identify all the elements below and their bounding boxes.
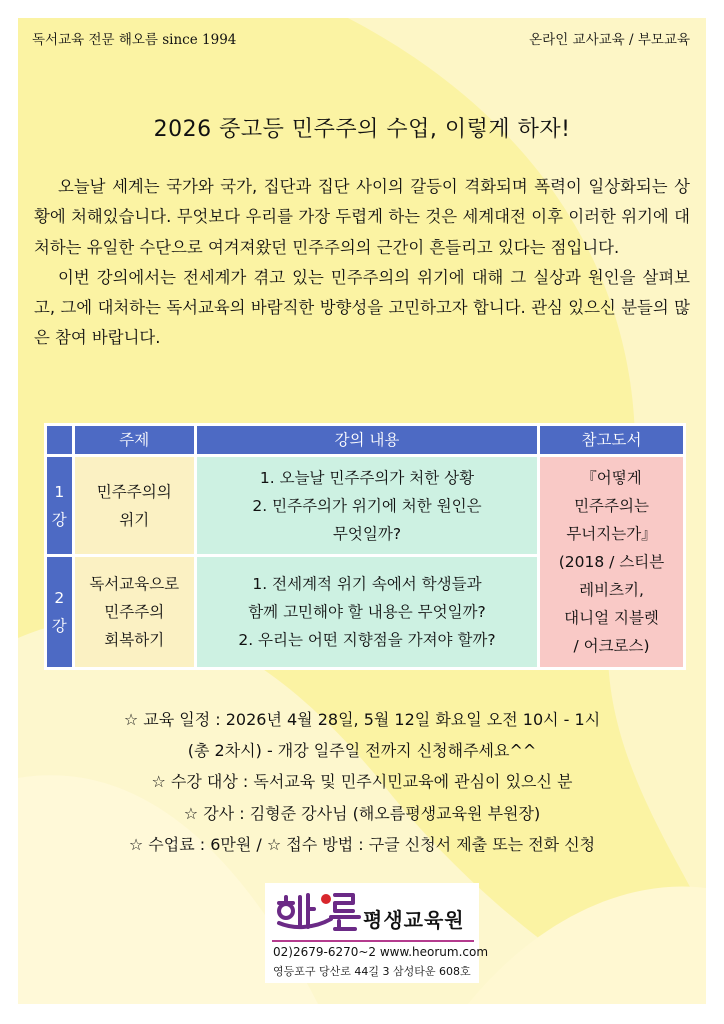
page-title: 2026 중고등 민주주의 수업, 이렇게 하자! [153, 117, 571, 142]
header-right: 온라인 교사교육 / 부모교육 [529, 32, 690, 48]
content-line: 1. 오늘날 민주주의가 처한 상황 [259, 468, 475, 487]
logo-divider [272, 940, 474, 942]
organization-logo-box [265, 883, 489, 983]
reference-book [540, 457, 683, 667]
lecture-number-unit: 강 [51, 617, 67, 635]
intro-paragraph-2: 이번 강의에서는 전세계가 겪고 있는 민주주의의 위기에 대해 그 실상과 원인을 살펴보고, 그에 대처하는 독서교육의 바람직한 방향성을 고민하고자 합니다. 관심 있으신 분들의 많은 참여 바랍니다. [34, 267, 690, 348]
lecture-number [47, 557, 72, 667]
content-line: 2. 우리는 어떤 지향점을 가져야 할까? [238, 631, 496, 649]
lecture-number [47, 457, 72, 554]
reference-line: (2018 / 스티븐 [558, 553, 665, 571]
lecture-topic [75, 457, 194, 554]
intro-paragraph-1: 오늘날 세계는 국가와 국가, 집단과 집단 사이의 갈등이 격화되며 폭력이 일상화되는 상황에 처해있습니다. 무엇보다 우리를 가장 두렵게 하는 것은 세계대전 이후 이러한 위기에 대처하는 유일한 수단으로 여겨져왔던 민주주의의 근간이 흔들리고 있다는 점입니다. [34, 177, 690, 257]
topic-line: 위기 [119, 510, 150, 529]
reference-line: 레비츠키, [579, 581, 644, 599]
lecture-content [197, 557, 537, 667]
topic-line: 독서교육으로 [89, 575, 180, 593]
organization-name: 평생교육원 [363, 908, 465, 932]
heorum-logo-mark [273, 889, 365, 935]
topic-line: 민주주의의 [96, 482, 172, 501]
reference-line: 민주주의는 [574, 497, 649, 515]
table-header-row [47, 426, 683, 454]
topic-line: 회복하기 [104, 631, 165, 649]
header-left: 독서교육 전문 해오름 since 1994 [32, 32, 237, 48]
reference-line: 『어떻게 [581, 469, 642, 487]
info-fee-application: ☆ 수업료 : 6만원 / ☆ 접수 방법 : 구글 신청서 제출 또는 전화 신청 [128, 834, 596, 854]
intro-text [34, 172, 690, 354]
table-header-corner [47, 426, 72, 454]
lecture-number-unit: 강 [51, 510, 67, 529]
table-row [47, 457, 683, 554]
lecture-table [44, 423, 686, 670]
info-instructor: ☆ 강사 : 김형준 강사님 (해오름평생교육원 부원장) [183, 803, 541, 823]
address-line: 영등포구 당산로 44길 3 삼성타운 608호 [273, 965, 471, 978]
content-line: 2. 민주주의가 위기에 처한 원인은 [252, 496, 482, 515]
lecture-content [197, 457, 537, 554]
content-line: 1. 전세계적 위기 속에서 학생들과 [252, 575, 482, 593]
topic-line: 민주주의 [104, 603, 165, 621]
table-header-reference: 참고도서 [540, 426, 683, 454]
lecture-number-digit: 1 [54, 482, 65, 501]
table-header-content: 강의 내용 [197, 426, 537, 454]
course-info [18, 704, 706, 860]
content-line: 무엇일까? [332, 524, 402, 543]
info-schedule-note: (총 2차시) - 개강 일주일 전까지 신청해주세요^^ [187, 741, 537, 761]
contact-line: 02)2679-6270~2 www.heorum.com [273, 945, 489, 959]
info-schedule: ☆ 교육 일정 : 2026년 4월 28일, 5월 12일 화요일 오전 10시 - 1시 [123, 710, 601, 729]
content-line: 함께 고민해야 할 내용은 무엇일까? [248, 603, 486, 621]
reference-line: 무너지는가』 [566, 525, 657, 543]
lecture-number-digit: 2 [54, 589, 65, 607]
lecture-topic [75, 557, 194, 667]
reference-line: / 어크로스) [573, 637, 650, 655]
info-audience: ☆ 수강 대상 : 독서교육 및 민주시민교육에 관심이 있으신 분 [151, 772, 573, 792]
reference-line: 대니얼 지블렛 [564, 609, 659, 627]
table-header-topic: 주제 [75, 426, 194, 454]
